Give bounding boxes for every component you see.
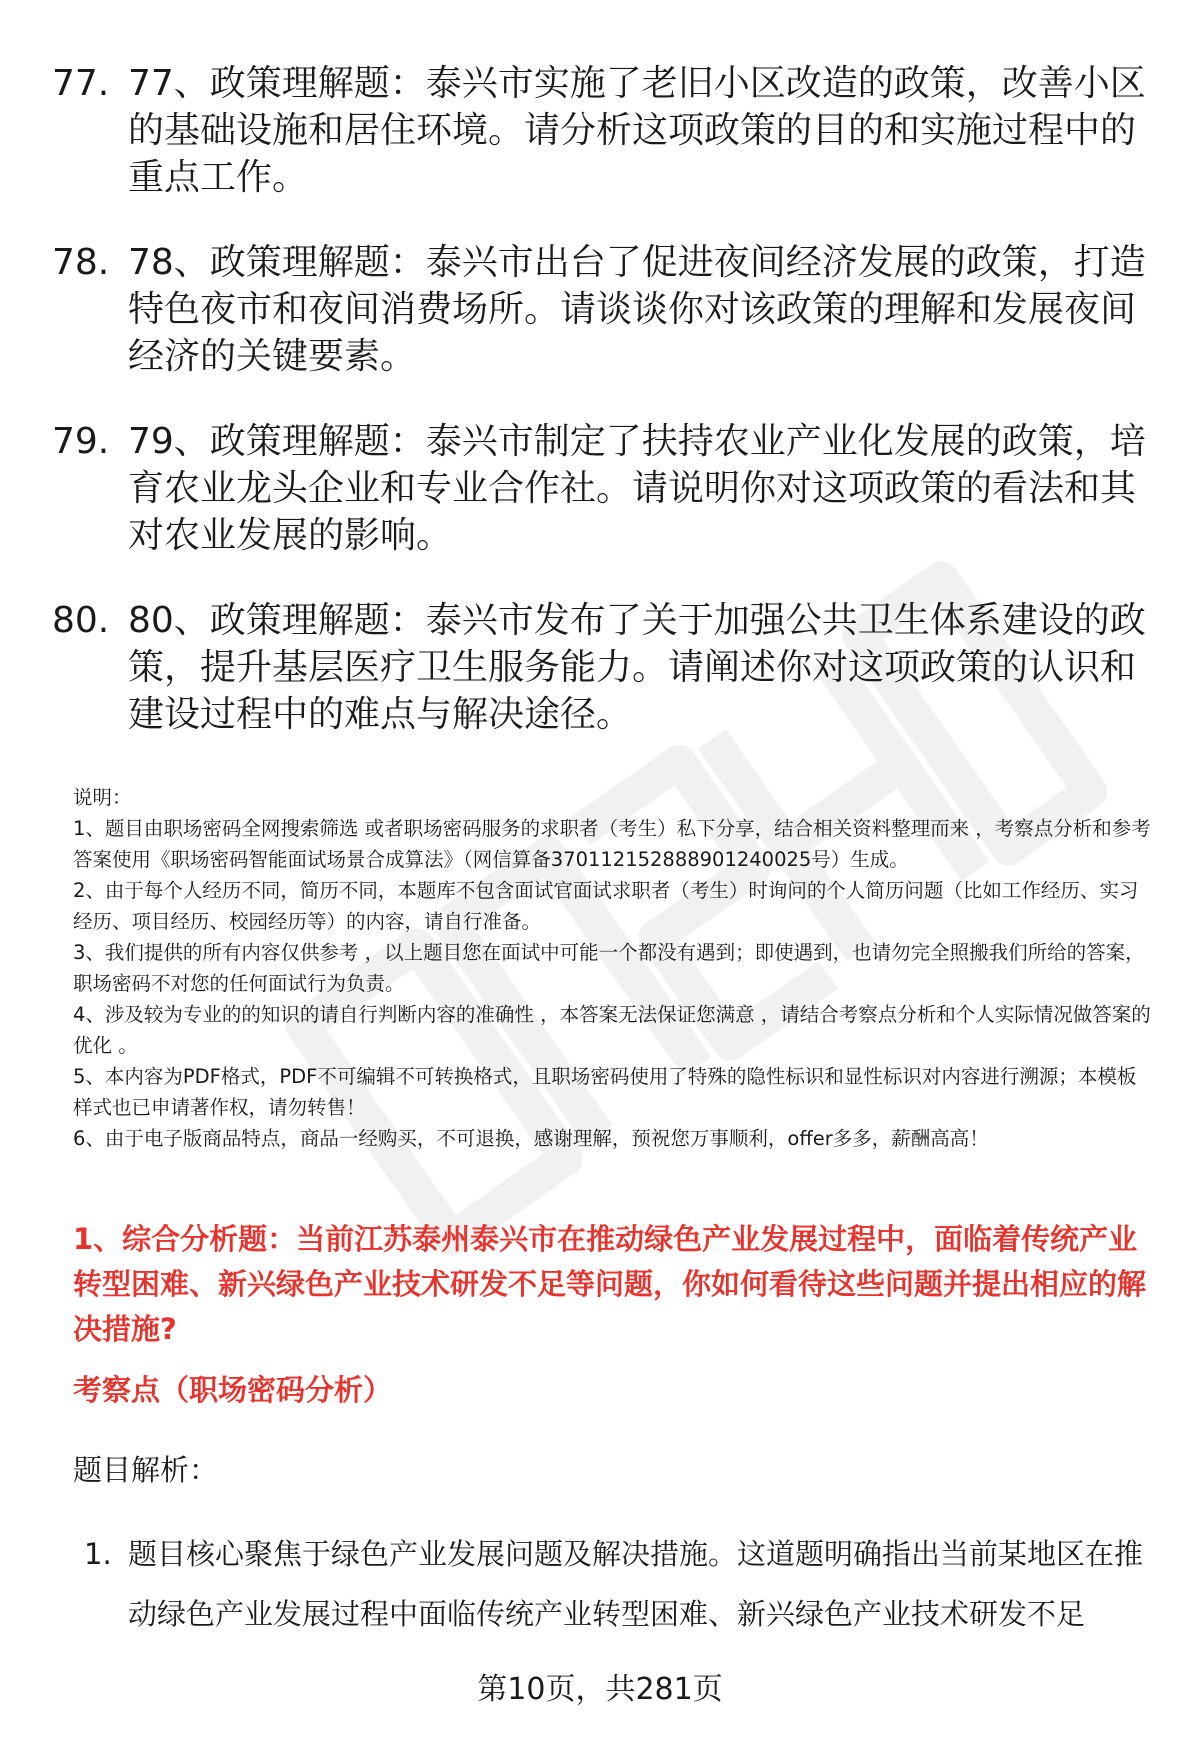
note-item: 2、由于每个人经历不同，简历不同，本题库不包含面试官面试求职者（考生）时询问的个人简历问题（比如工作经历、实习经历、项目经历、校园经历等）的内容，请自行准备。: [73, 879, 1139, 933]
main-question: 1、综合分析题：当前江苏泰州泰兴市在推动绿色产业发展过程中，面临着传统产业转型困难、新兴绿色产业技术研发不足等问题，你如何看待这些问题并提出相应的解决措施?: [73, 1222, 1147, 1346]
focus-title: 考察点（职场密码分析）: [73, 1373, 393, 1407]
question-list: [52, 60, 1152, 776]
question-text: 80、政策理解题：泰兴市发布了关于加强公共卫生体系建设的政策，提升基层医疗卫生服务能力。请阐述你对这项政策的认识和建设过程中的难点与解决途径。: [128, 600, 1146, 735]
question-number: 79.: [52, 421, 110, 462]
note-item: 1、题目由职场密码全网搜索筛选 或者职场密码服务的求职者（考生）私下分享，结合相关资料整理而来 ，考察点分析和参考答案使用《职场密码智能面试场景合成算法》（网信算备370112152888901240025号）生成。: [73, 817, 1151, 871]
question-text: 78、政策理解题：泰兴市出台了促进夜间经济发展的政策，打造特色夜市和夜间消费场所。请谈谈你对该政策的理解和发展夜间经济的关键要素。: [128, 242, 1146, 377]
question-item: [52, 239, 1152, 380]
notes-section: [73, 782, 1153, 1154]
analysis-title: 题目解析：: [73, 1453, 219, 1487]
question-number: 80.: [52, 600, 110, 641]
analysis-text: 题目核心聚焦于绿色产业发展问题及解决措施。这道题明确指出当前某地区在推动绿色产业发展过程中面临传统产业转型困难、新兴绿色产业技术研发不足: [128, 1537, 1144, 1631]
note-item: 6、由于电子版商品特点，商品一经购买，不可退换，感谢理解，预祝您万事顺利，offer多多，薪酬高高！: [73, 1127, 989, 1150]
page-footer: 第10页，共281页: [477, 1672, 723, 1707]
note-item: 5、本内容为PDF格式，PDF不可编辑不可转换格式，且职场密码使用了特殊的隐性标识和显性标识对内容进行溯源；本模板样式也已申请著作权，请勿转售！: [73, 1065, 1137, 1119]
question-item: [52, 60, 1152, 201]
notes-title: 说明：: [73, 786, 132, 809]
question-number: 77.: [52, 63, 110, 104]
note-item: 3、我们提供的所有内容仅供参考 ，以上题目您在面试中可能一个都没有遇到；即使遇到，也请勿完全照搬我们所给的答案，职场密码不对您的任何面试行为负责。: [73, 941, 1145, 995]
note-item: 4、涉及较为专业的的知识的请自行判断内容的准确性 ，本答案无法保证您满意 ，请结合考察点分析和个人实际情况做答案的优化 。: [73, 1003, 1151, 1057]
question-text: 77、政策理解题：泰兴市实施了老旧小区改造的政策，改善小区的基础设施和居住环境。请分析这项政策的目的和实施过程中的重点工作。: [128, 63, 1146, 198]
analysis-number: 1.: [84, 1537, 112, 1571]
question-number: 78.: [52, 242, 110, 283]
question-item: [52, 418, 1152, 559]
question-text: 79、政策理解题：泰兴市制定了扶持农业产业化发展的政策，培育农业龙头企业和专业合作社。请说明你对这项政策的看法和其对农业发展的影响。: [128, 421, 1146, 556]
question-item: [52, 597, 1152, 738]
analysis-item: [84, 1524, 1154, 1644]
